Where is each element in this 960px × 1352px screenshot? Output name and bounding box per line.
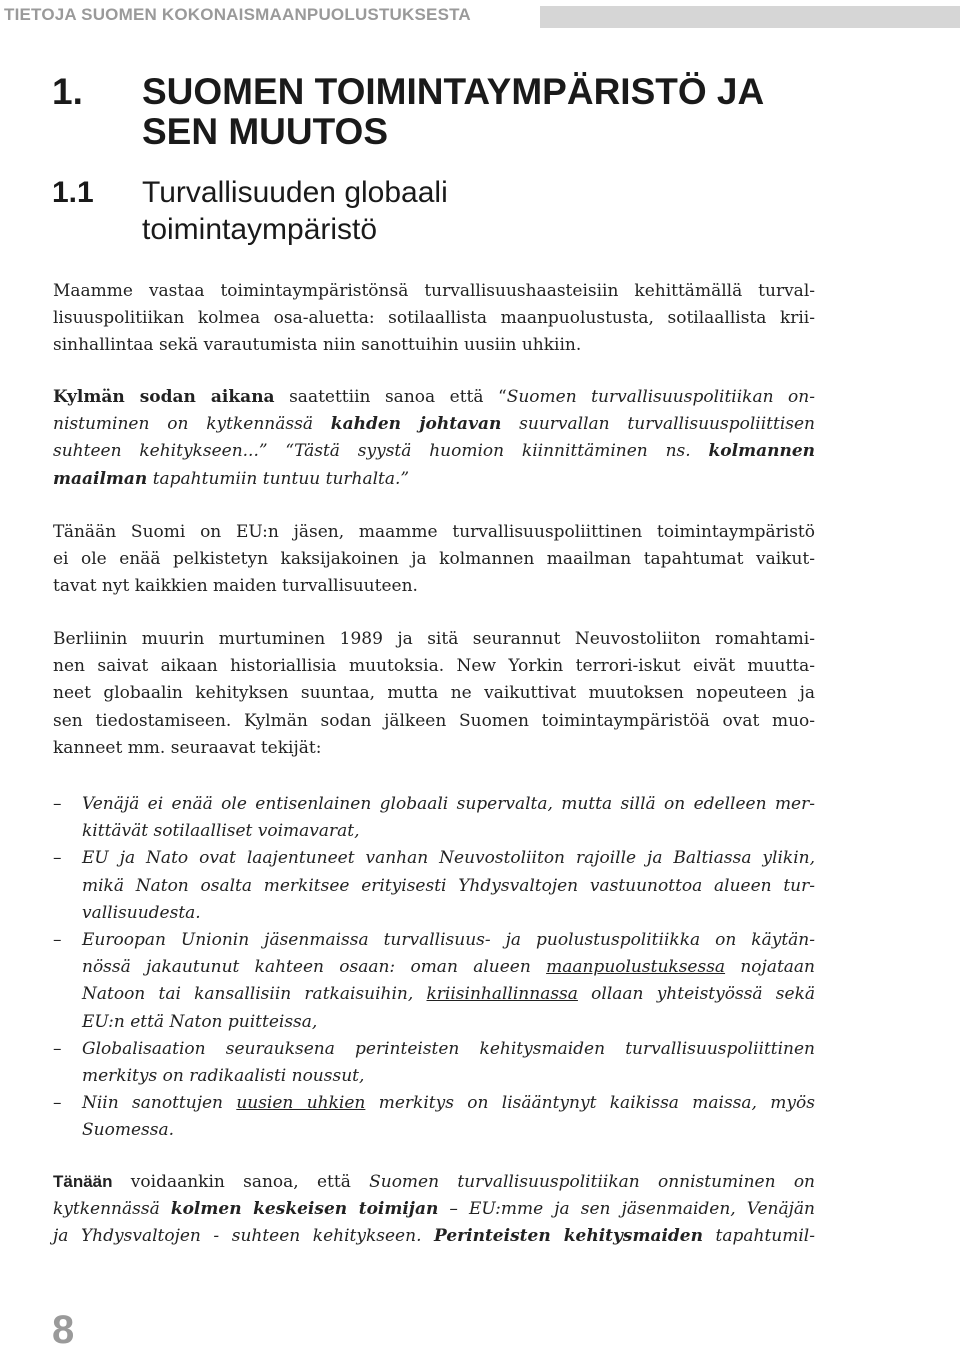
- paragraph-intro: [53, 278, 815, 360]
- list-item: [53, 845, 815, 927]
- italic-run: tapahtumil-: [702, 1226, 815, 1247]
- text-line: [53, 1196, 815, 1223]
- list-dash: –: [53, 1093, 62, 1114]
- text-run: voidaankin sanoa, että: [112, 1172, 370, 1192]
- running-title: TIETOJA SUOMEN KOKONAISMAANPUOLUSTUKSESTA: [4, 5, 471, 24]
- text-line: kittävät sotilaalliset voimavarat,: [82, 821, 360, 842]
- text-line: Tänään Suomi on EU:n jäsen, maamme turvallisuuspoliittinen toimintaympäristö: [53, 522, 815, 542]
- text-run: merkitys on lisääntynyt kaikissa maissa, myös: [365, 1093, 815, 1114]
- list-dash: –: [53, 930, 62, 951]
- text-run: nojataan: [725, 957, 816, 978]
- list-item: [53, 791, 815, 845]
- section-title: [142, 174, 642, 248]
- paragraph-berlin-wall: [53, 626, 815, 762]
- text-line: merkitys on radikaalisti noussut,: [82, 1066, 365, 1087]
- text-line: sinhallintaa sekä varautumista niin sanottuihin uusiin uhkiin.: [53, 335, 582, 356]
- text-line: Suomessa.: [82, 1120, 174, 1141]
- list-dash: –: [53, 848, 62, 869]
- quote-run: tapahtumiin tuntuu turhalta.”: [147, 468, 410, 489]
- page-number: 8: [52, 1308, 75, 1352]
- bold-phrase: kolmen keskeisen toimijan: [170, 1199, 439, 1220]
- bold-phrase: kolmannen: [708, 441, 815, 462]
- text-run: saatettiin sanoa että “: [274, 387, 507, 407]
- text-run: Niin sanottujen: [82, 1093, 237, 1114]
- text-run: ollaan yhteistyössä sekä: [577, 984, 816, 1005]
- text-line: Berliinin muurin murtuminen 1989 ja sitä seurannut Neuvostoliiton romahtami-: [53, 629, 815, 649]
- text-line: Globalisaation seurauksena perinteisten kehitysmaiden turvallisuuspoliittinen: [82, 1038, 815, 1059]
- text-line: [53, 1223, 815, 1250]
- italic-run: ja Yhdysvaltojen - suhteen kehitykseen.: [53, 1226, 435, 1247]
- bold-phrase: kahden johtavan: [330, 414, 502, 435]
- text-line: [53, 466, 815, 493]
- header-gray-band: [540, 6, 960, 28]
- underlined-term: uusien uhkien: [236, 1093, 366, 1114]
- text-line: [82, 981, 815, 1008]
- text-line: vallisuudesta.: [82, 902, 201, 923]
- text-line: [53, 438, 815, 465]
- chapter-number: 1.: [52, 71, 83, 112]
- list-item: [53, 927, 815, 1036]
- bold-phrase: Kylmän sodan aikana: [53, 387, 275, 407]
- text-run: Natoon tai kansallisiin ratkaisuihin,: [82, 984, 427, 1005]
- section-title-line: toimintaympäristö: [142, 213, 378, 246]
- text-line: [53, 1168, 815, 1196]
- text-line: kanneet mm. seuraavat tekijät:: [53, 737, 322, 758]
- chapter-title-line: SUOMEN TOIMINTAYMPÄRISTÖ JA: [142, 71, 765, 112]
- quote-run: Suomen turvallisuuspolitiikan on-: [506, 387, 815, 407]
- text-line: EU ja Nato ovat laajentuneet vanhan Neuvostoliiton rajoille ja Baltiassa ylikin,: [82, 848, 815, 869]
- text-line: [53, 411, 815, 438]
- section-number: 1.1: [52, 176, 94, 209]
- bold-phrase: Tänään: [53, 1172, 113, 1191]
- text-line: ei ole enää pelkistetyn kaksijakoinen ja kolmannen maailman tapahtumat vaikut-: [53, 549, 815, 570]
- quote-run: suhteen kehitykseen...” “Tästä syystä huomion kiinnittäminen ns.: [53, 441, 709, 462]
- paragraph-three-actors: [53, 1168, 815, 1251]
- text-line: lisuuspolitiikan kolmea osa-aluetta: sotilaallista maanpuolustusta, sotilaallista krii-: [53, 308, 815, 329]
- italic-run: kytkennässä: [53, 1199, 171, 1220]
- running-header: [0, 0, 960, 30]
- text-line: [82, 1090, 815, 1117]
- quote-run: suurvallan turvallisuuspoliittisen: [501, 414, 815, 435]
- text-line: nen saivat aikaan historiallisia muutoksia. New Yorkin terrori-iskut eivät muutta-: [53, 656, 815, 677]
- text-line: tavat nyt kaikkien maiden turvallisuuteen.: [53, 576, 418, 597]
- list-item: [53, 1090, 815, 1144]
- bold-phrase: maailman: [53, 468, 148, 489]
- chapter-title: [142, 72, 902, 152]
- paragraph-today: [53, 519, 815, 601]
- text-line: sen tiedostamiseen. Kylmän sodan jälkeen Suomen toimintaympäristöä ovat muo-: [53, 710, 815, 731]
- list-item: [53, 1036, 815, 1090]
- text-line: Venäjä ei enää ole entisenlainen globaali supervalta, mutta sillä on edelleen mer-: [82, 794, 815, 814]
- underlined-term: maanpuolustuksessa: [546, 957, 726, 978]
- italic-run: – EU:mme ja sen jäsenmaiden, Venäjän: [438, 1199, 815, 1220]
- italic-run: Suomen turvallisuuspolitiikan onnistuminen on: [369, 1172, 815, 1192]
- bold-phrase: Perinteisten kehitysmaiden: [434, 1226, 703, 1247]
- text-run: nössä jakautunut kahteen osaan: oman alueen: [82, 957, 547, 978]
- text-line: [53, 384, 815, 411]
- text-line: Euroopan Unionin jäsenmaissa turvallisuus- ja puolustuspolitiikka on käytän-: [82, 930, 815, 951]
- paragraph-cold-war: [53, 384, 815, 493]
- text-line: mikä Naton osalta merkitsee erityisesti Yhdysvaltojen vastuunottoa alueen tur-: [82, 875, 815, 896]
- list-dash: –: [53, 1038, 62, 1059]
- list-dash: –: [53, 794, 62, 814]
- text-line: neet globaalin kehityksen suuntaa, mutta ne vaikuttivat muutoksen nopeuteen ja: [53, 683, 815, 704]
- text-line: EU:n että Naton puitteissa,: [82, 1011, 318, 1032]
- chapter-title-line: SEN MUUTOS: [142, 111, 389, 152]
- text-line: [82, 954, 815, 981]
- factor-list: [53, 791, 815, 1145]
- text-line: Maamme vastaa toimintaympäristönsä turvallisuushaasteisiin kehittämällä turval-: [53, 281, 815, 301]
- quote-run: nistuminen on kytkennässä: [53, 414, 331, 435]
- section-title-line: Turvallisuuden globaali: [142, 176, 448, 209]
- underlined-term: kriisinhallinnassa: [426, 984, 578, 1005]
